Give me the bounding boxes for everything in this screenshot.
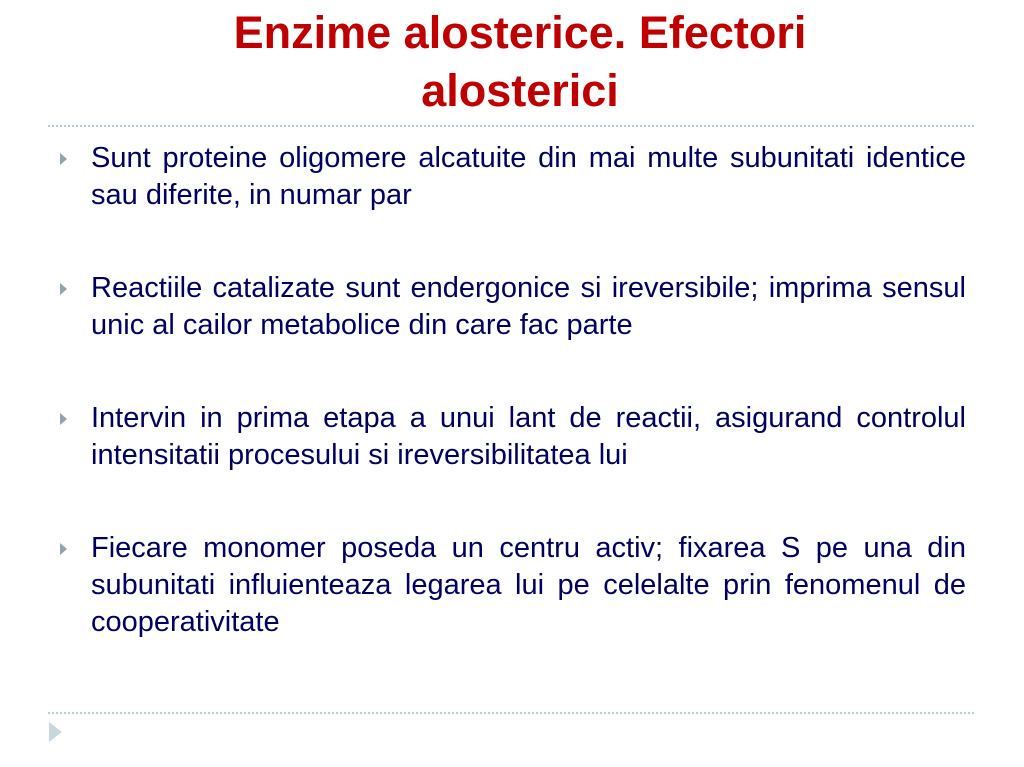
- bullet-arrow-icon: [60, 413, 67, 425]
- bullet-item: [56, 270, 966, 344]
- bullet-item: [56, 530, 966, 641]
- bullet-text: Sunt proteine oligomere alcatuite din mai multe subunitati identice sau diferite, in numar par: [91, 142, 966, 211]
- bullet-text: Fiecare monomer poseda un centru activ; fixarea S pe una din subunitati influienteaza legarea lui pe celelalte prin fenomenul de cooperativitate: [91, 532, 966, 638]
- bullet-arrow-icon: [60, 283, 67, 295]
- slide-title: [70, 4, 970, 120]
- bottom-divider: [48, 712, 974, 714]
- bullet-item: [56, 400, 966, 474]
- bullet-arrow-icon: [60, 153, 67, 165]
- bullet-arrow-icon: [60, 543, 67, 555]
- slide-title-line-1: Enzime alosterice. Efectori: [233, 7, 807, 58]
- bullet-list: [56, 140, 966, 641]
- bullet-item: [56, 140, 966, 214]
- next-slide-arrow-icon[interactable]: [49, 722, 62, 742]
- bullet-text: Reactiile catalizate sunt endergonice si ireversibile; imprima sensul unic al cailor metabolice din care fac parte: [91, 272, 966, 341]
- slide-title-line-2: alosterici: [421, 65, 619, 116]
- bullet-text: Intervin in prima etapa a unui lant de reactii, asigurand controlul intensitatii procesului si ireversibilitatea lui: [91, 402, 966, 471]
- top-divider: [48, 125, 974, 127]
